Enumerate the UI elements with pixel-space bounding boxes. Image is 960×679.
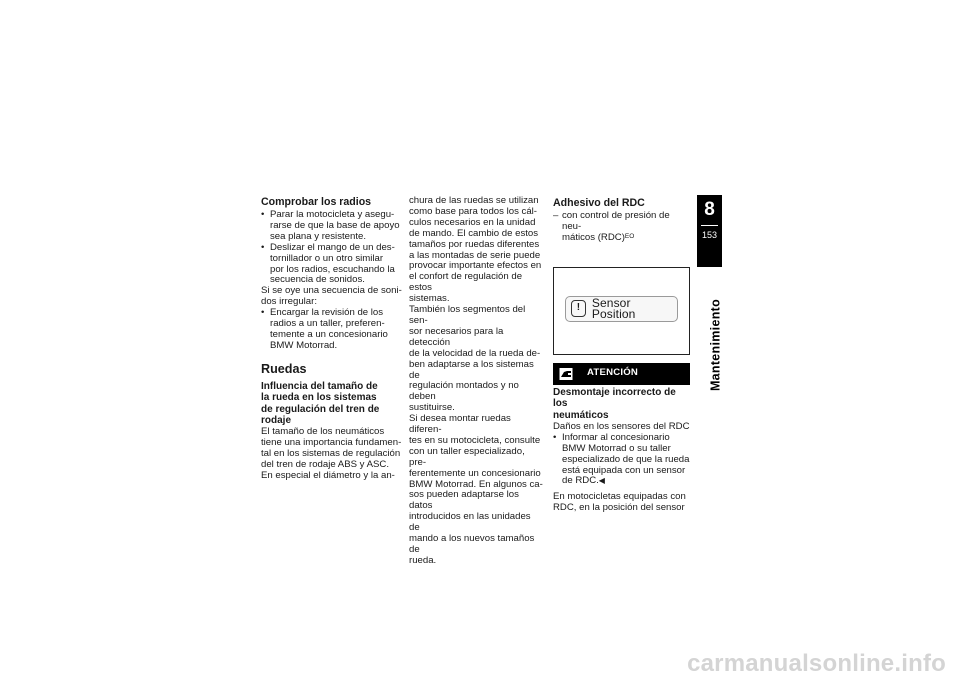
text-line: rueda.: [409, 554, 437, 566]
text-line: tornillador o un otro similar: [270, 252, 384, 264]
attention-label: ATENCIÓN: [587, 367, 638, 379]
attention-hand-icon: [559, 367, 573, 381]
spokes-steps-list: [261, 210, 402, 286]
text-line: dos irregular:: [261, 296, 317, 308]
text-line: El tamaño de los neumáticos: [261, 426, 385, 438]
text-line: chura de las ruedas se utilizan: [409, 195, 539, 206]
text-line: BMW Motorrad o su taller: [562, 442, 671, 454]
text-line: También los segmentos del sen-: [409, 304, 526, 326]
text-line: sustituirse.: [409, 402, 455, 414]
list-item: [261, 308, 402, 352]
paragraph: [553, 492, 690, 514]
text-line: Encargar la revisión de los: [270, 307, 384, 319]
text-line: culos necesarios en la unidad: [409, 216, 536, 228]
chapter-tab: [697, 195, 722, 267]
text-line: rarse de que la base de apoyo: [270, 219, 400, 231]
text-line: En especial el diámetro y la an-: [261, 470, 395, 482]
warning-action-list: [553, 433, 690, 488]
list-item: [261, 210, 402, 243]
column-3: [553, 196, 690, 514]
sensor-position-display: [565, 296, 678, 322]
sensor-position-label: Sensor Position: [591, 295, 636, 321]
text-line: RDC, en la posición del sensor: [553, 502, 685, 514]
text-line: como base para todos los cál-: [409, 205, 537, 217]
section-title-wheels: Ruedas: [261, 361, 307, 376]
text-line: el confort de regulación de estos: [409, 271, 523, 294]
warning-title: [553, 387, 690, 421]
text-line: máticos (RDC): [562, 231, 625, 243]
text-line: de regulación del tren de: [261, 403, 380, 415]
text-line: de la velocidad de la rueda de-: [409, 347, 541, 359]
text-line: tiene una importancia fundamen-: [261, 437, 402, 449]
text-line: sos pueden adaptarse los datos: [409, 489, 519, 512]
text-line: está equipada con un sensor: [562, 464, 686, 476]
list-item: [553, 433, 690, 488]
text-line: sor necesarios para la detección: [409, 325, 504, 348]
text-line: tes en su motocicleta, consulte: [409, 434, 541, 446]
text-line: secuencia de sonidos.: [270, 274, 365, 286]
text-line: neumáticos: [553, 409, 609, 421]
text-line: Desmontaje incorrecto de los: [553, 386, 676, 410]
subheading-wheel-size: [261, 381, 402, 427]
text-line: introducidos en las unidades de: [409, 511, 531, 534]
spokes-action-list: [261, 308, 402, 352]
heading-rdc-sticker: Adhesivo del RDC: [553, 197, 645, 209]
paragraph: [409, 305, 543, 414]
text-line: de mando. El cambio de estos: [409, 227, 539, 239]
warning-exclamation-icon: !: [571, 300, 586, 317]
paragraph: [409, 414, 543, 567]
text-line: Informar al concesionario: [562, 431, 670, 443]
optional-equipment-mark: EO: [624, 232, 635, 240]
divider: [701, 225, 718, 226]
text-line: Deslizar el mango de un des-: [270, 241, 395, 253]
paragraph: [261, 286, 402, 308]
text-line: de RDC.: [562, 475, 599, 487]
text-line: especializado de que la rueda: [562, 453, 690, 465]
text-line: BMW Motorrad.: [270, 339, 338, 351]
text-line: por los radios, escuchando la: [270, 263, 395, 275]
watermark: carmanualsonline.info: [687, 650, 946, 678]
text-line: regulación montados y no deben: [409, 380, 519, 403]
column-1: [261, 196, 402, 482]
text-line: Si desea montar ruedas diferen-: [409, 413, 511, 436]
list-item: [553, 211, 690, 244]
text-line: la rueda en los sistemas: [261, 392, 377, 404]
text-line: con control de presión de neu-: [562, 210, 670, 232]
text-line: tal en los sistemas de regulación: [261, 448, 401, 460]
equipment-list: [553, 211, 690, 244]
end-of-warning-icon: ◀: [598, 476, 605, 486]
text-line: provocar importante efectos en: [409, 260, 542, 272]
text-line: Parar la motocicleta y asegu-: [270, 209, 395, 220]
text-line: tamaños por ruedas diferentes: [409, 238, 540, 250]
text-line: sea plana y resistente.: [270, 230, 366, 242]
text-line: ferentemente un concesionario: [409, 467, 541, 479]
text-line: ben adaptarse a los sistemas de: [409, 358, 534, 381]
text-line: radios a un taller, preferen-: [270, 318, 385, 330]
text-line: rodaje: [261, 415, 292, 426]
text-line: Influencia del tamaño de: [261, 380, 378, 392]
rdc-sticker-figure: [553, 267, 690, 355]
warning-text: Daños en los sensores del RDC: [553, 420, 690, 432]
text-line: En motocicletas equipadas con: [553, 491, 686, 503]
text-line: mando a los nuevos tamaños de: [409, 533, 535, 555]
attention-bar: [553, 363, 690, 385]
page-number: 153: [701, 230, 718, 240]
text-line: con un taller especializado, pre-: [409, 445, 525, 468]
paragraph: [409, 196, 543, 305]
text-line: Si se oye una secuencia de soni-: [261, 285, 402, 297]
column-2: [409, 196, 543, 567]
text-line: a las montadas de serie puede: [409, 249, 541, 261]
heading-check-spokes: Comprobar los radios: [261, 196, 372, 208]
text-line: temente a un concesionario: [270, 328, 388, 340]
chapter-number: 8: [704, 199, 715, 220]
section-label: Mantenimiento: [708, 298, 723, 392]
text-line: BMW Motorrad. En algunos ca-: [409, 478, 543, 490]
list-item: [261, 243, 402, 287]
text-line: del tren de rodaje ABS y ASC.: [261, 459, 389, 471]
text-line: sistemas.: [409, 293, 450, 305]
paragraph: [261, 427, 402, 482]
